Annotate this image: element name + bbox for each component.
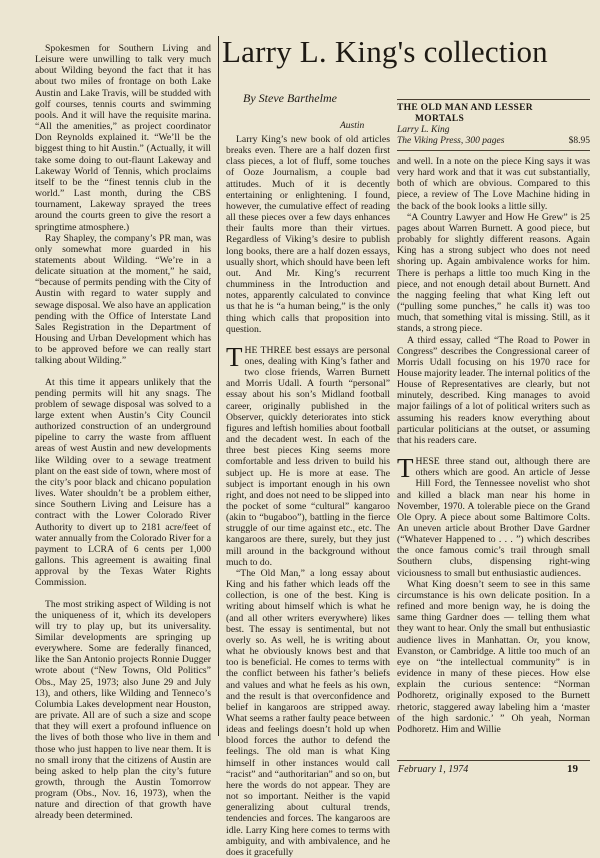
- column-divider: [218, 36, 219, 736]
- right-paragraph-4: THESE three stand out, although there are others which are good. An article of Jesse Hill Ford, the Tennessee novelist who shot and killed a black man near his home in November, 1970. A tolerable piece on the Grand Ole Opry. A piece about some Baltimore Colts. An uneven article about Brother Dave Gardner (“Whatever Happened to . . . ”) which describes the once famous comic’s trail through small Southern clubs, dispensing right-wing viciousness to small but enthusiastic audiences.: [397, 453, 590, 579]
- right-paragraph-3: A third essay, called “The Road to Power in Congress” describes the Congressional career of Morris Udall focusing on his 1970 race for House majority leader. The internal politics of the House of Representatives are clearly, but not minutely, described. King manages to avoid major failings of a lot of political writers such as assuming his readers know everything about particular politicians at the outset, or assuming that his readers care.: [397, 334, 590, 446]
- middle-paragraph-2: THE THREE best essays are personal ones, dealing with King’s father and two close friends, Warren Burnett and Morris Udall. A fourth “personal” essay about his son’s Midland football career, originally published in the Observer, quickly deteriorates into stick figures and leftish homilies about football and the decadent west. In each of the three best pieces King seems more comfortable and less driven to build his subject up. He is more at ease. The subject is important enough in his own right, and does not need to be slipped into the pocket of some “cultural” kangaroo (akin to “bugaboo”), battling in the fierce struggle of our time against etc., etc. The kangaroos are there, surely, but they just mill around in the background without much to do.: [226, 341, 390, 568]
- page-number: 19: [567, 763, 578, 775]
- middle-paragraph-1: Larry King’s new book of old articles breaks even. There are a half dozen first class pieces, a lot of fluff, some touches of Ooze Journalism, a couple bad attitudes. Much of it is decently entertaining or enlightening. I found, however, the cumulative effect of reading all these pieces over a few days enhances their faults more than their virtues. Regardless of Viking’s desire to publish long books, there are a half dozen essays, usually short, which should have been left out. And Mr. King’s recurrent chumminess in the Introduction and notes, apparently calculated to convince us that he is “a human being,” is the only thing which calls that proposition into question.: [226, 134, 390, 335]
- left-paragraph-1: Spokesmen for Southern Living and Leisure were unwilling to talk very much about Wilding beyond the fact that it has about two miles of frontage on both Lake Austin and Lake Travis, will be studded with golf courses, tennis courts and swimming pools. And it will have the requisite marina. “All the amenities,” as project coordinator Don Reynolds explained it. “We’ll be the biggest thing to hit Austin.” (Actually, it will take some doing to out-flaunt Lakeway and Lakeway World of Tennis, which proclaims itself to be the “finest tennis club in the world.” Last month, during the CBS tournament, Lakeway sprayed the trees around the courts green to give the resort a springtime atmosphere.): [35, 43, 211, 233]
- drop-cap-2: T: [397, 453, 414, 484]
- book-title-line-2: MORTALS: [415, 114, 465, 124]
- right-column: [397, 156, 590, 735]
- right-paragraph-5: What King doesn’t seem to see in this same circumstance is his own delicate position. In a refined and more benign way, he is doing the same thing Gardner does — telling them what they want to hear. Only the small but enthusiastic audience lives in Manhattan. Or, you know, Evanston, or Cambridge. A little too much of an eye on “the intellectual community” is in evidence in many of these pieces. How else explain the curious sentence: “Norman Podhoretz, originally exposed to the Burnett rhetoric, staggered away labeling him a ‘master of the high sardonic.’ ” Oh yeah, Norman Podhoretz. Him and Willie: [397, 578, 590, 735]
- book-box-top-rule: [397, 99, 590, 100]
- book-price: $8.95: [568, 136, 590, 146]
- book-box-bottom-rule: [397, 150, 590, 151]
- book-title-line-1: THE OLD MAN AND LESSER: [397, 103, 533, 113]
- issue-date: February 1, 1974: [398, 764, 469, 775]
- book-info-box: [397, 103, 590, 147]
- book-publisher: The Viking Press, 300 pages: [397, 136, 505, 146]
- dateline: Austin: [340, 121, 365, 131]
- footer-rule: [397, 760, 590, 761]
- article-title: Larry L. King's collection: [222, 34, 548, 69]
- middle-paragraph-3: “The Old Man,” a long essay about King and his father which leads off the collection, is one of the best. King is writing about himself which is what he (and all other writers everywhere) likes best. The essay is sentimental, but not overly so. As well, he is writing about what he obviously knows best and that too is beneficial. He comes to terms with the conflict between his father’s beliefs and values and what he feels as his own, and the result is that overconfidence and belief in kangaroos are stripped away. What seems a rather faulty peace between ideas and feelings doesn’t hold up when blood forces the author to defend the feelings. The old man is what King himself in other instances would call “racist” and “authoritarian” and so on, but here the words do not appear. They are not so important. Neither is the vapid generalizing about cultural trends, tendencies and forces. The kangaroos are idle. Larry King here comes to terms with ambiguity, and with ambivalence, and he does it gracefully: [226, 567, 390, 858]
- right-paragraph-2: “A Country Lawyer and How He Grew” is 25 pages about Warren Burnett. A good piece, but probably for slightly different reasons. Again King has a strong subject who does not need shoring up. Again ambivalence works for him. There is perhaps a little too much King in the piece, and not enough detail about Burnett. And the nagging feeling that what King left out (“pulling some punches,” he calls it) was too much, that something vital is missing. Still, as it stands, a strong piece.: [397, 211, 590, 335]
- left-paragraph-2: Ray Shapley, the company’s PR man, was only somewhat more guarded in his statements about Wilding. “We’re in a delicate situation at the moment,” he said, “because of permits pending with the City of Austin with regard to water supply and sewage disposal. We also have an application pending with the Office of Interstate Land Sales Registration in the Department of Housing and Urban Development which has to be approved before we can really start talking about Wilding.”: [35, 232, 211, 367]
- left-paragraph-4: The most striking aspect of Wilding is not the uniqueness of it, which its developers will try to play up, but its universality. Similar developments are springing up everywhere. Some are federally financed, like the San Antonio projects Ronnie Dugger wrote about (“New Towns, Old Politics” Obs., May 25, 1973; also June 29 and July 13), and others, like Wilding and Tenneco’s Columbia Lakes development near Houston, are private. All are of such a size and scope that they will exert a profound influence on the lives of both those who live in them and those who just happen to live near them. It is no small irony that the citizens of Austin are being asked to help plan the city’s future growth, through the Austin Tomorrow program (Obs., Nov. 16, 1973), when the nature and direction of that growth have already been determined.: [35, 598, 211, 822]
- left-paragraph-3: At this time it appears unlikely that the pending permits will hit any snags. The problem of sewage disposal was solved to a large extent when Austin’s City Council authorized construction of an underground pipeline to carry the waste from affluent areas of west Austin and new developments like Wilding over to a sewage treatment plant on the east side of town, where most of the city’s poor black and chicano population lives. Water shouldn’t be a problem either, since Southern Living and Leisure has a contract with the Lower Colorado River Authority to divert up to 2181 acre/feet of water annually from the Colorado River for a payment to LCRA of 6 cents per 1,000 gallons. This agreement is awaiting final approval by the Texas Water Rights Commission.: [35, 376, 211, 589]
- book-author: Larry L. King: [397, 125, 450, 135]
- byline: By Steve Barthelme: [243, 91, 337, 105]
- left-column: [35, 43, 211, 822]
- middle-column: [226, 134, 390, 858]
- right-paragraph-1: and well. In a note on the piece King says it was very hard work and that it was cut substantially, both of which are obvious. Compared to this piece, a review of The Love Machine hiding in the back of the book looks a little silly.: [397, 156, 590, 212]
- drop-cap-1: T: [226, 341, 243, 372]
